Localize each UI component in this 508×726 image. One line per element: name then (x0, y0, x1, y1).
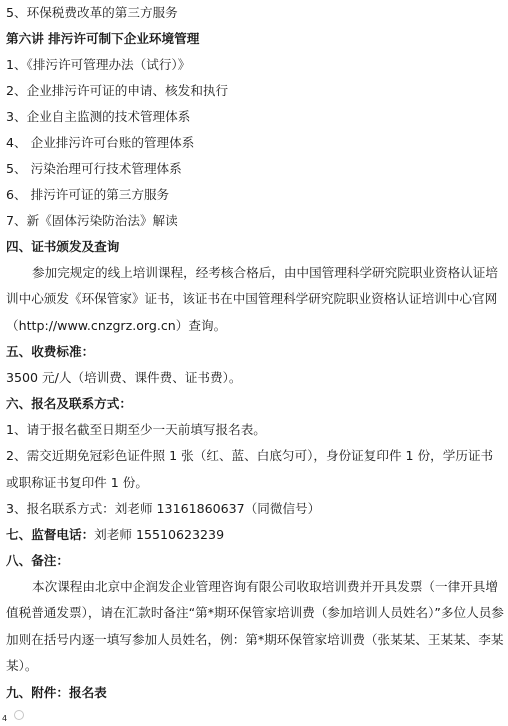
section-heading-supervision: 七、监督电话： (6, 527, 95, 543)
page-number: 4 (2, 714, 8, 723)
course-item: 5、环保税费改革的第三方服务 (6, 5, 178, 20)
section-heading-registration: 六、报名及联系方式： (6, 396, 132, 412)
document-page (6, 0, 504, 706)
course-item: 6、 排污许可证的第三方服务 (6, 187, 170, 202)
registration-item: 3、报名联系方式：刘老师 13161860637（同微信号） (6, 501, 321, 517)
course-item: 3、企业自主监测的技术管理体系 (6, 109, 191, 124)
supervision-line (6, 522, 504, 548)
registration-item: 2、需交近期免冠彩色证件照 1 张（红、蓝、白底匀可），身份证复印件 1 份，学历证书或职称证书复印件 1 份。 (6, 448, 494, 490)
lecture-heading: 第六讲 排污许可制下企业环境管理 (6, 31, 200, 46)
course-item: 1、《排污许可管理办法（试行）》 (6, 57, 191, 72)
notes-paragraph: 本次课程由北京中企润发企业管理咨询有限公司收取培训费并开具发票（一律开具增值税普通发票），请在汇款时备注“第*期环保管家培训费（参加培训人员姓名）”多位人员参加则在括号内逐一填写参加人员姓名，例：第*期环保管家培训费（张某某、王某某、李某某）。 (6, 579, 504, 674)
section-heading-fee: 五、收费标准： (6, 344, 95, 360)
section-heading-attachment: 九、附件：报名表 (6, 684, 107, 700)
course-item: 2、企业排污许可证的申请、核发和执行 (6, 83, 229, 98)
certificate-paragraph: 参加完规定的线上培训课程，经考核合格后，由中国管理科学研究院职业资格认证培训中心颁发《环保管家》证书，该证书在中国管理科学研究院职业资格认证培训中心官网（http://www.cnzgrz.org.cn）查询。 (6, 265, 498, 333)
watermark (14, 710, 24, 720)
fee-text: 3500 元/人（培训费、课件费、证书费）。 (6, 370, 242, 386)
supervision-phone: 刘老师 15510623239 (94, 527, 225, 543)
watermark-logo-icon (14, 710, 24, 720)
section-heading-certificate: 四、证书颁发及查询 (6, 239, 120, 254)
course-item: 7、新《固体污染防治法》解读 (6, 213, 178, 228)
registration-item: 1、请于报名截至日期至少一天前填写报名表。 (6, 422, 266, 438)
course-item: 4、 企业排污许可台账的管理体系 (6, 135, 195, 150)
course-item: 5、 污染治理可行技术管理体系 (6, 161, 182, 176)
section-heading-notes: 八、备注： (6, 553, 69, 569)
